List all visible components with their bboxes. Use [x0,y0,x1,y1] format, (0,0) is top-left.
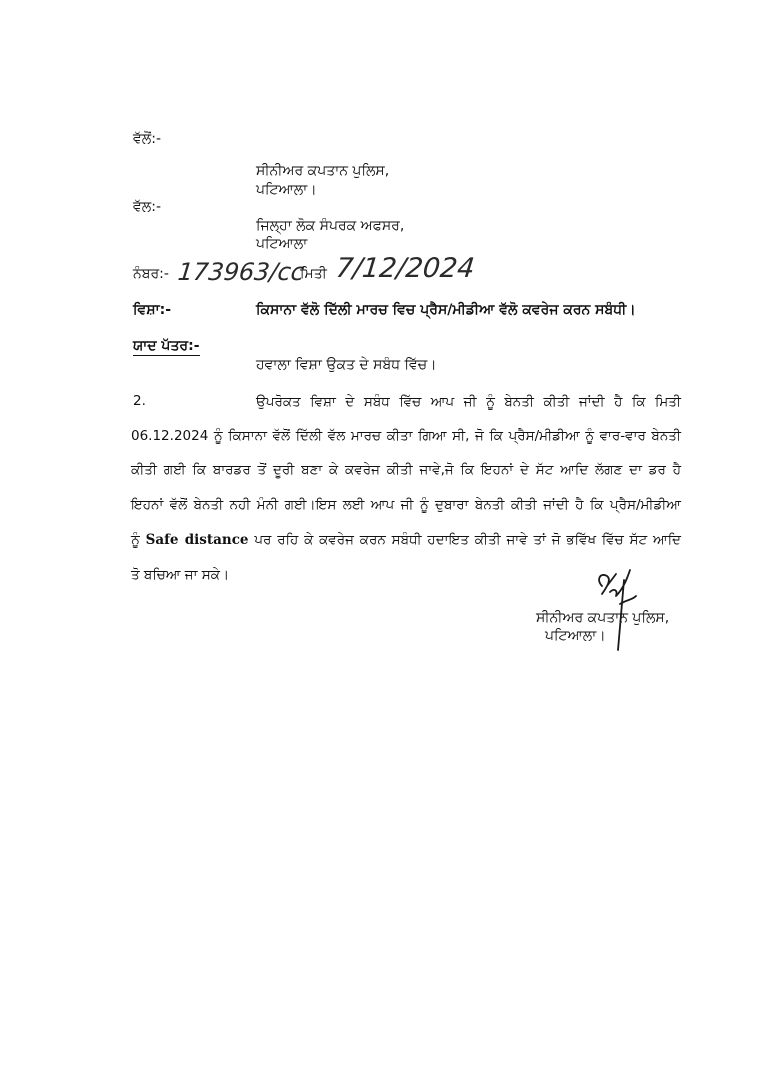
body-line-1: ਉਪਰੋਕਤ ਵਿਸ਼ਾ ਦੇ ਸਬੰਧ ਵਿੱਚ ਆਪ ਜੀ ਨੂੰ ਬੇਨਤੀ ਕੀਤੀ ਜਾਂਦੀ ਹੈ ਕਿ ਮਿਤੀ [256,394,681,410]
body-line-5-post: ਪਰ ਰਹਿ ਕੇ ਕਵਰੇਜ ਕਰਨ ਸਬੰਧੀ ਹਦਾਇਤ ਕੀਤੀ ਜਾਵੇ ਤਾਂ ਜੋ ਭਵਿੱਖ ਵਿੱਚ ਸੱਟ ਆਦਿ [254,532,681,548]
reference-label-text: ਯਾਦ ਪੱਤਰ:- [133,338,200,354]
body-line-5-pre: ਨੂੰ [131,532,140,548]
date-value: 7/12/2024 [334,253,477,284]
number-label: ਨੰਬਰ:- [133,266,169,282]
body-line-5 [131,531,681,549]
body-line-2: 06.12.2024 ਨੂੰ ਕਿਸਾਨਾ ਵੱਲੋਂ ਦਿੱਲੀ ਵੱਲ ਮਾਰਚ ਕੀਤਾ ਗਿਆ ਸੀ, ਜੋ ਕਿ ਪ੍ਰੈਸ/ਮੀਡੀਆ ਨੂੰ ਵਾਰ-ਵਾਰ ਬੇਨਤੀ [131,428,681,444]
signatory-line2: ਪਟਿਆਲਾ। [545,628,606,644]
subject-text: ਕਿਸਾਨਾ ਵੱਲੋ ਦਿੱਲੀ ਮਾਰਚ ਵਿਚ ਪ੍ਰੈਸ/ਮੀਡੀਆ ਵੱਲੋ ਕਵਰੇਜ ਕਰਨ ਸਬੰਧੀ। [256,302,636,318]
body-line-6: ਤੋ ਬਚਿਆ ਜਾ ਸਕੇ। [131,567,230,583]
sender-line1: ਸੀਨੀਅਰ ਕਪਤਾਨ ਪੁਲਿਸ, [256,163,390,179]
paragraph-number: 2. [133,393,146,409]
body-safe-distance: Safe distance [145,532,249,548]
recipient-line2: ਪਟਿਆਲਾ [256,236,308,252]
body-line-3: ਕੀਤੀ ਗਈ ਕਿ ਬਾਰਡਰ ਤੋਂ ਦੂਰੀ ਬਣਾ ਕੇ ਕਵਰੇਜ ਕੀਤੀ ਜਾਵੇ,ਜੋ ਕਿ ਇਹਨਾਂ ਦੇ ਸੱਟ ਆਦਿ ਲੱਗਣ ਦਾ ਡਰ ਹੈ [131,462,681,478]
signatory-line1: ਸੀਨੀਅਰ ਕਪਤਾਨ ਪੁਲਿਸ, [536,610,670,626]
from-label: ਵੱਲੋਂ:- [133,131,161,147]
recipient-line1: ਜਿਲ੍ਹਾ ਲੋਕ ਸੰਪਰਕ ਅਫਸਰ, [256,218,405,234]
sender-line2: ਪਟਿਆਲਾ। [256,182,317,198]
number-value: 173963/cc [176,258,306,286]
reference-label [133,338,200,354]
reference-text: ਹਵਾਲਾ ਵਿਸ਼ਾ ਉਕਤ ਦੇ ਸਬੰਧ ਵਿੱਚ। [256,357,437,373]
to-label: ਵੱਲ:- [133,199,161,215]
body-line-4: ਇਹਨਾਂ ਵੱਲੋਂ ਬੇਨਤੀ ਨਹੀ ਮੰਨੀ ਗਈ।ਇਸ ਲਈ ਆਪ ਜੀ ਨੂੰ ਦੁਬਾਰਾ ਬੇਨਤੀ ਕੀਤੀ ਜਾਂਦੀ ਹੈ ਕਿ ਪ੍ਰੈਸ/ਮੀਡੀਆ [131,497,681,513]
subject-label: ਵਿਸ਼ਾ:- [133,302,172,318]
date-label: ਮਿਤੀ [300,266,327,282]
